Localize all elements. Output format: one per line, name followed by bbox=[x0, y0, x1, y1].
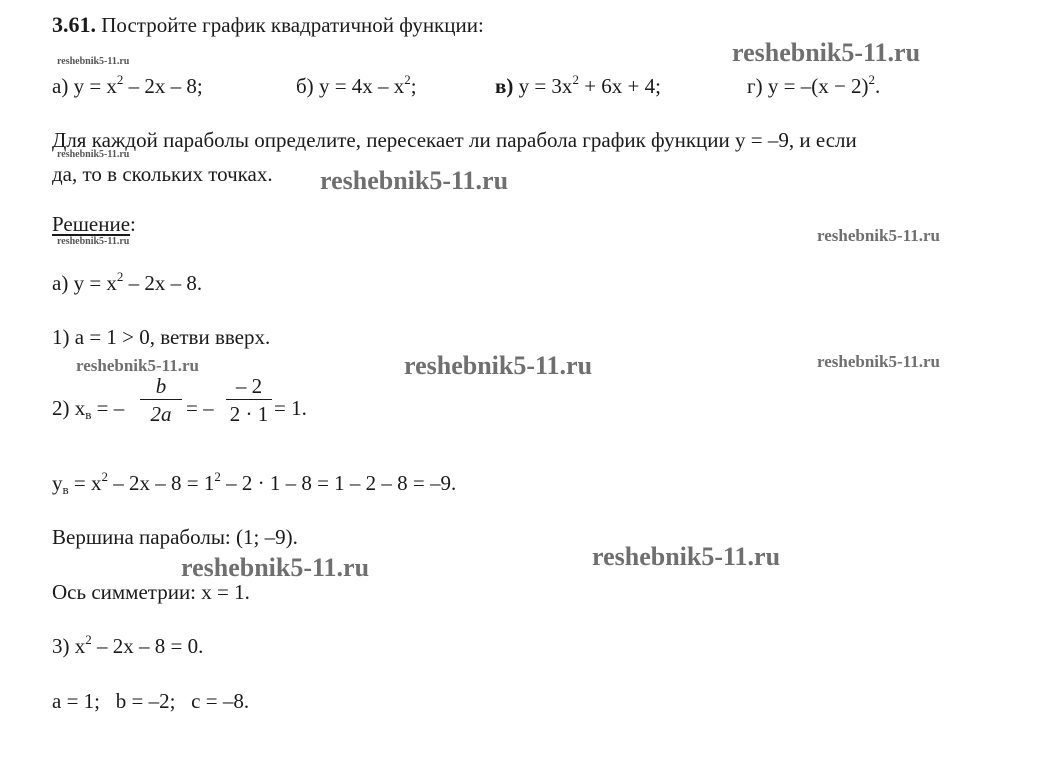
problem-statement: Постройте график квадратичной функции: bbox=[101, 13, 484, 37]
watermark: reshebnik5-11.ru bbox=[57, 236, 130, 247]
step-2-result: = 1. bbox=[274, 396, 307, 420]
fraction-b-over-2a bbox=[140, 373, 182, 428]
watermark: reshebnik5-11.ru bbox=[57, 56, 130, 67]
watermark: reshebnik5-11.ru bbox=[732, 38, 921, 67]
watermark: reshebnik5-11.ru bbox=[817, 352, 940, 371]
fraction-numerator: – 2 bbox=[235, 374, 263, 398]
step-2-equals: = – bbox=[186, 396, 214, 420]
fraction-denominator: 2 · 1 bbox=[229, 402, 269, 426]
axis-of-symmetry: Ось симметрии: x = 1. bbox=[52, 580, 250, 604]
watermark: reshebnik5-11.ru bbox=[592, 542, 781, 571]
vertex-result: Вершина параболы: (1; –9). bbox=[52, 525, 298, 549]
step-2-prefix: 2) $x_в$ = – bbox=[52, 396, 125, 422]
watermark: reshebnik5-11.ru bbox=[404, 351, 593, 380]
problem-header bbox=[52, 13, 484, 37]
watermark: reshebnik5-11.ru bbox=[57, 149, 130, 160]
function-v: в) $y = 3x^2 + 6x + 4$; bbox=[495, 72, 661, 98]
step-1: 1) a = 1 > 0, ветви вверх. bbox=[52, 325, 271, 349]
step-3: 3) $x^2 - 2x - 8 = 0$. bbox=[52, 632, 204, 658]
function-g: г) $y = -(x - 2)^2$. bbox=[747, 72, 881, 98]
y-vertex-calc: $y_в = x^2 - 2x - 8 = 1^2 - 2 \cdot 1 - 8 = 1 - 2 - 8 = -9$. bbox=[52, 469, 457, 497]
coefficients: a = 1; b = –2; c = –8. bbox=[52, 689, 250, 713]
fraction-denominator: 2a bbox=[150, 402, 172, 426]
question-line-1: Для каждой параболы определите, пересекает ли парабола график функции y = –9, и если bbox=[52, 128, 857, 152]
watermark: reshebnik5-11.ru bbox=[817, 226, 940, 245]
question-line-2: да, то в скольких точках. bbox=[52, 162, 273, 186]
watermark: reshebnik5-11.ru bbox=[320, 166, 509, 195]
problem-number: 3.61. bbox=[52, 12, 96, 37]
function-b: б) $y = 4x - x^2$; bbox=[296, 72, 417, 98]
function-a: а) $y = x^2 - 2x - 8$; bbox=[52, 72, 203, 98]
fraction-numerator: b bbox=[155, 374, 167, 398]
watermark: reshebnik5-11.ru bbox=[76, 356, 199, 375]
solution-heading: Решение: bbox=[52, 212, 136, 236]
watermark: reshebnik5-11.ru bbox=[181, 553, 370, 582]
solution-part-a: а) $y = x^2 - 2x - 8$. bbox=[52, 269, 203, 295]
fraction-minus2-over-2x1 bbox=[226, 373, 272, 428]
